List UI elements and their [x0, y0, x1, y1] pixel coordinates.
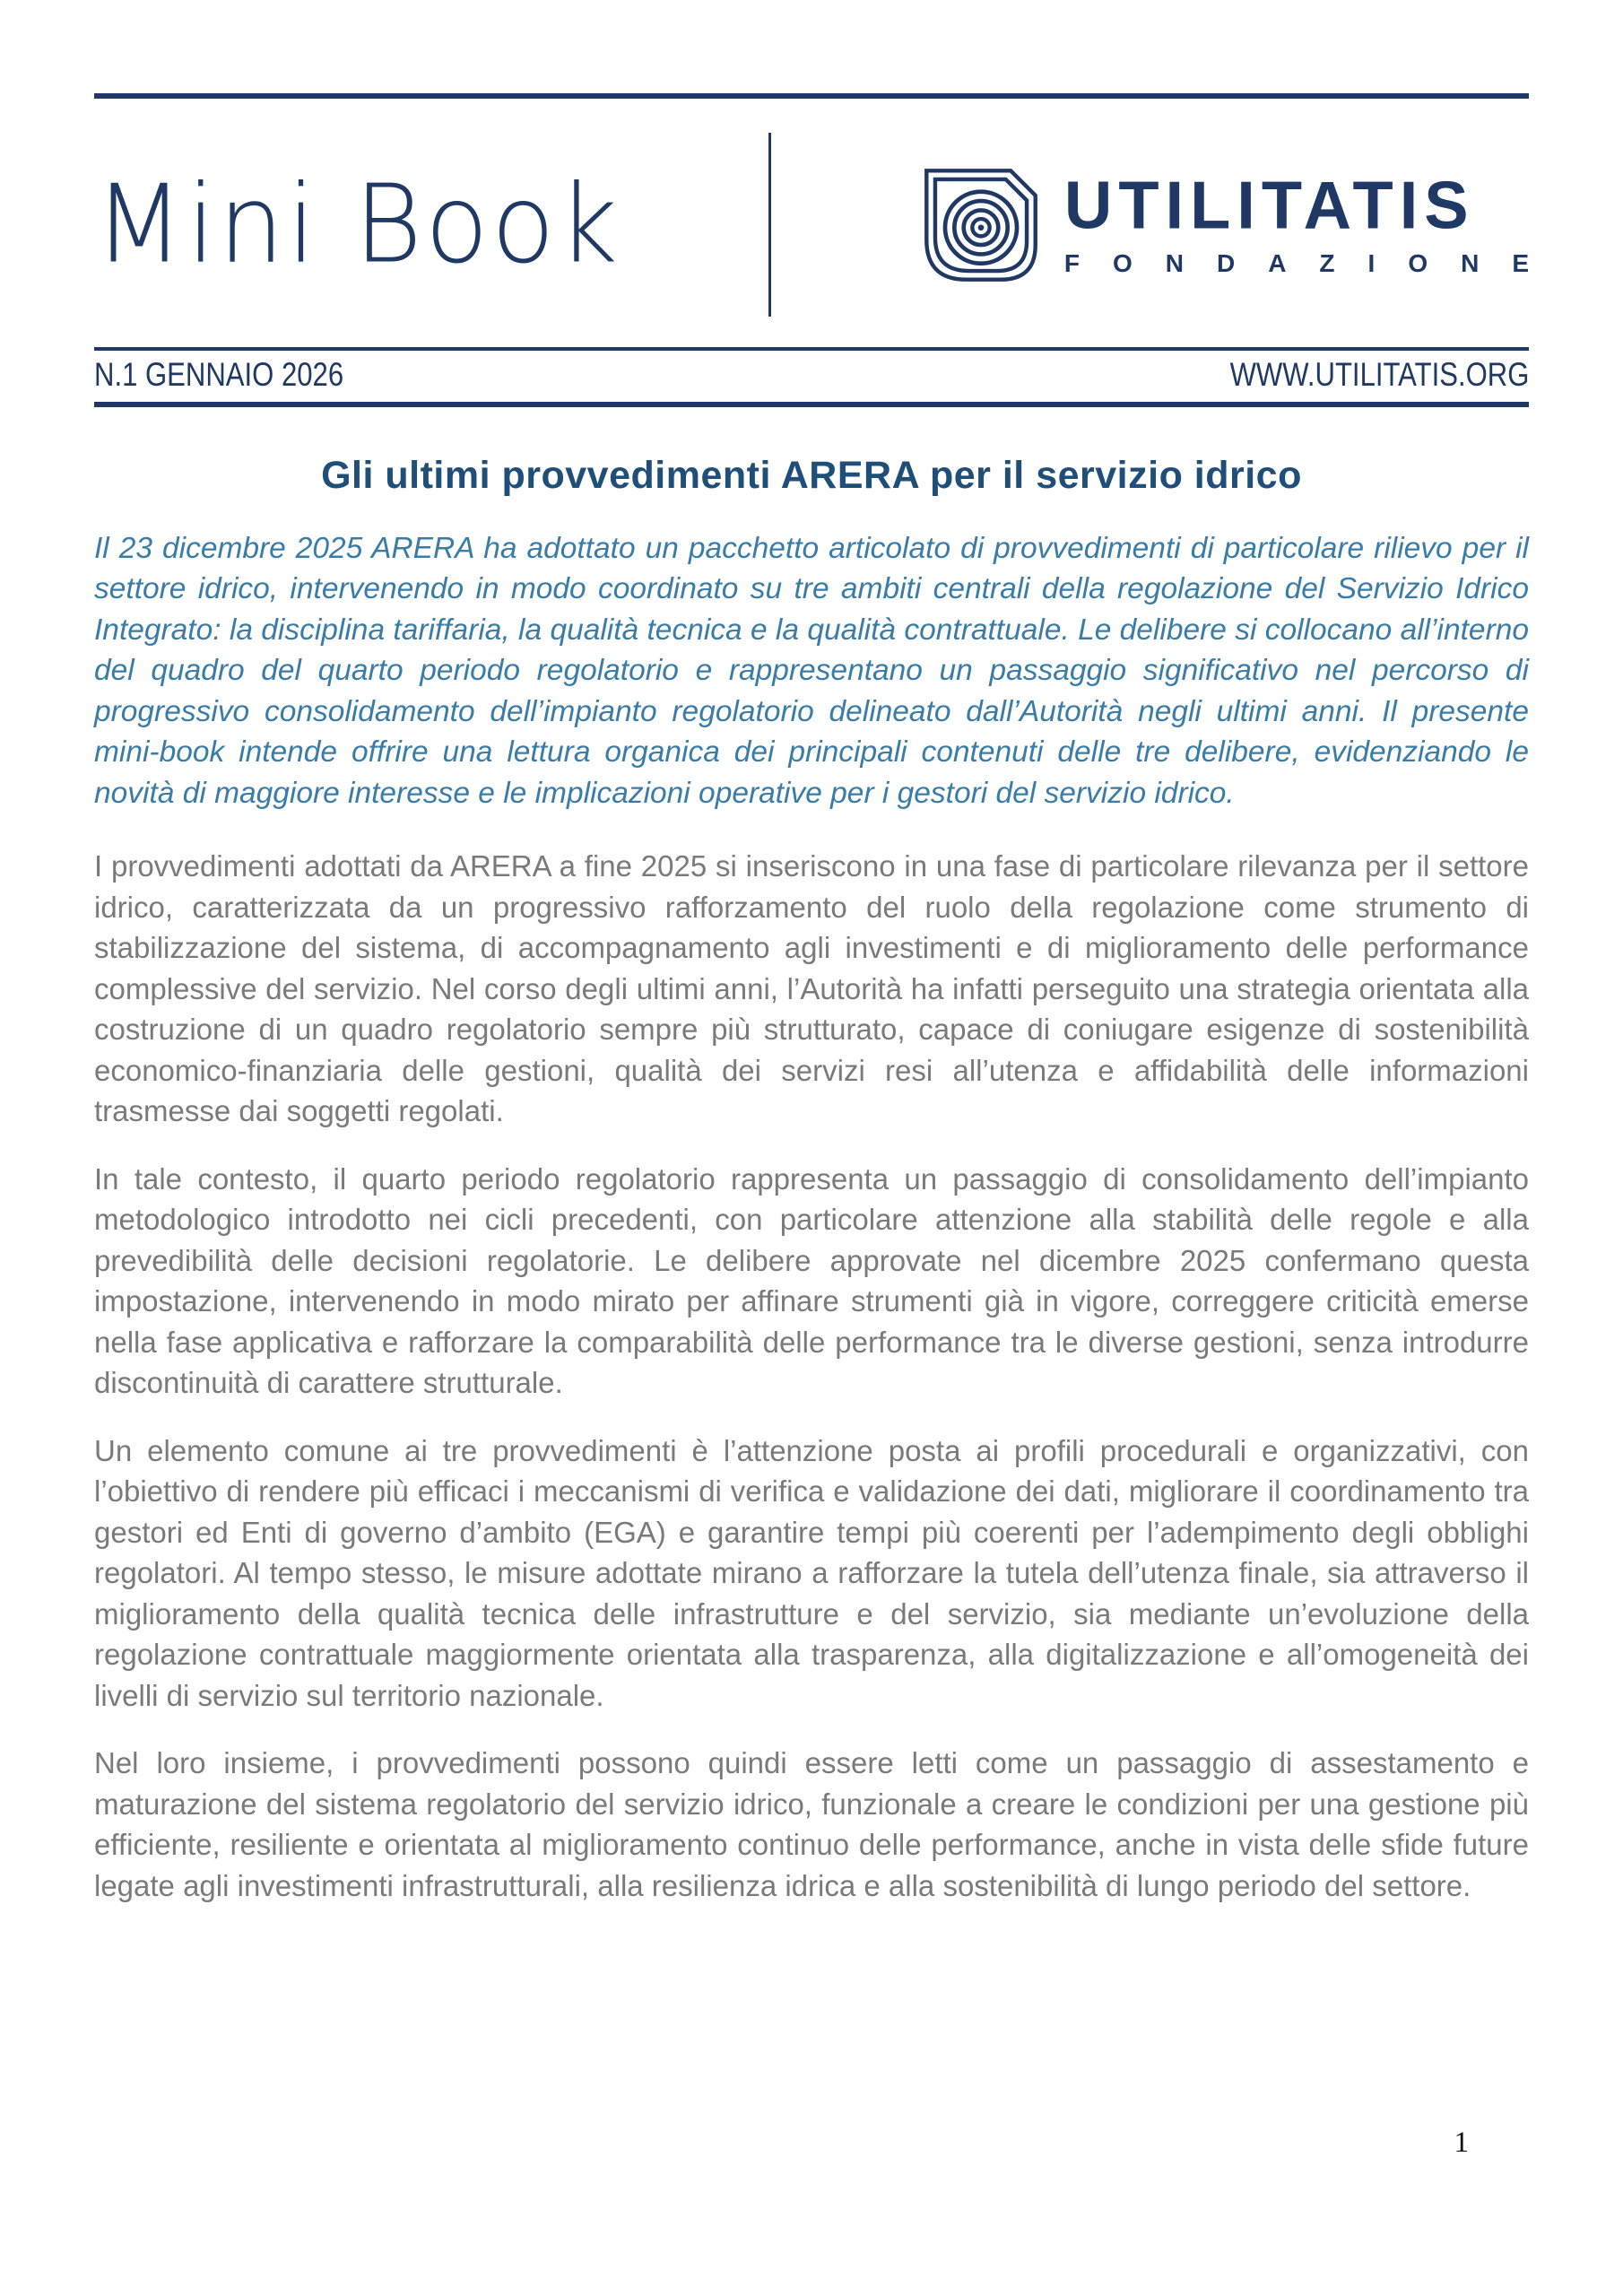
lead-paragraph: Il 23 dicembre 2025 ARERA ha adottato un pacchetto articolato di provvedimenti di particolare rilievo per il settore idrico, intervenendo in modo coordinato su tre ambiti centrali della regolazione del Servizio Idrico Integrato: la disciplina tariffaria, la qualità tecnica e la qualità contrattuale. Le delibere si collocano all’interno del quadro del quarto periodo regolatorio e rappresentano un passaggio significativo nel percorso di progressivo consolidamento dell’impianto regolatorio delineato dall’Autorità negli ultimi anni. Il presente mini-book intende offrire una lettura organica dei principali contenuti delle tre delibere, evidenziando le novità di maggiore interesse e le implicazioni operative per i gestori del servizio idrico.: [94, 531, 1529, 810]
masthead: [94, 99, 1562, 347]
body-paragraph-3: Un elemento comune ai tre provvedimenti è l’attenzione posta ai profili procedurali e organizzativi, con l’obiettivo di rendere più efficaci i meccanismi di verifica e validazione dei dati, migliorare il coordinamento tra gestori ed Enti di governo d’ambito (EGA) e garantire tempi più coerenti per l’adempimento degli obblighi regolatori. Al tempo stesso, le misure adottate mirano a rafforzare la tutela dell’utenza finale, sia attraverso il miglioramento della qualità tecnica delle infrastrutture e del servizio, sia mediante un’evoluzione della regolazione contrattuale maggiormente orientata alla trasparenza, alla digitalizzazione e all’omogeneità dei livelli di servizio sul territorio nazionale.: [94, 1433, 1529, 1712]
body-paragraph-1: I provvedimenti adottati da ARERA a fine 2025 si inseriscono in una fase di particolare rilevanza per il settore idrico, caratterizzata da un progressivo rafforzamento del ruolo della regolazione come strumento di stabilizzazione del sistema, di accompagnamento agli investimenti e di miglioramento delle performance complessive del servizio. Nel corso degli ultimi anni, l’Autorità ha infatti perseguito una strategia orientata alla costruzione di un quadro regolatorio sempre più strutturato, capace di coniugare esigenze di sostenibilità economico-finanziaria delle gestioni, qualità dei servizi resi all’utenza e affidabilità delle informazioni trasmesse dai soggetti regolati.: [94, 849, 1529, 1128]
logo-wordmark: UTILITATIS: [1063, 166, 1475, 243]
page-content: [94, 0, 1562, 1933]
logo-subtitle: FONDAZIONE: [1063, 248, 1562, 277]
logo-text: [1063, 166, 1562, 278]
brand-title: Mini Book: [94, 161, 621, 288]
issue-band: [94, 347, 1529, 407]
utilitatis-logo-icon: [919, 163, 1043, 287]
masthead-divider: [768, 133, 771, 317]
page-number: 1: [1454, 2126, 1469, 2159]
issue-label: N.1 GENNAIO 2026: [94, 356, 344, 393]
body-paragraph-4: Nel loro insieme, i provvedimenti possono quindi essere letti come un passaggio di assestamento e maturazione del sistema regolatorio del servizio idrico, funzionale a creare le condizioni per una gestione più efficiente, resiliente e orientata al miglioramento continuo delle performance, anche in vista delle sfide future legate agli investimenti infrastrutturali, alla resilienza idrica e alla sostenibilità di lungo periodo del settore.: [94, 1746, 1529, 1902]
website-link[interactable]: WWW.UTILITATIS.ORG: [1229, 356, 1529, 393]
article-title: Gli ultimi provvedimenti ARERA per il servizio idrico: [321, 453, 1302, 497]
body-paragraph-2: In tale contesto, il quarto periodo regolatorio rappresenta un passaggio di consolidamento dell’impianto metodologico introdotto nei cicli precedenti, con particolare attenzione alla stabilità delle regole e alla prevedibilità delle decisioni regolatorie. Le delibere approvate nel dicembre 2025 confermano questa impostazione, intervenendo in modo mirato per affinare strumenti già in vigore, correggere criticità emerse nella fase applicativa e rafforzare la comparabilità delle performance tra le diverse gestioni, senza introdurre discontinuità di carattere strutturale.: [94, 1161, 1529, 1400]
utilitatis-logo: [919, 163, 1562, 287]
